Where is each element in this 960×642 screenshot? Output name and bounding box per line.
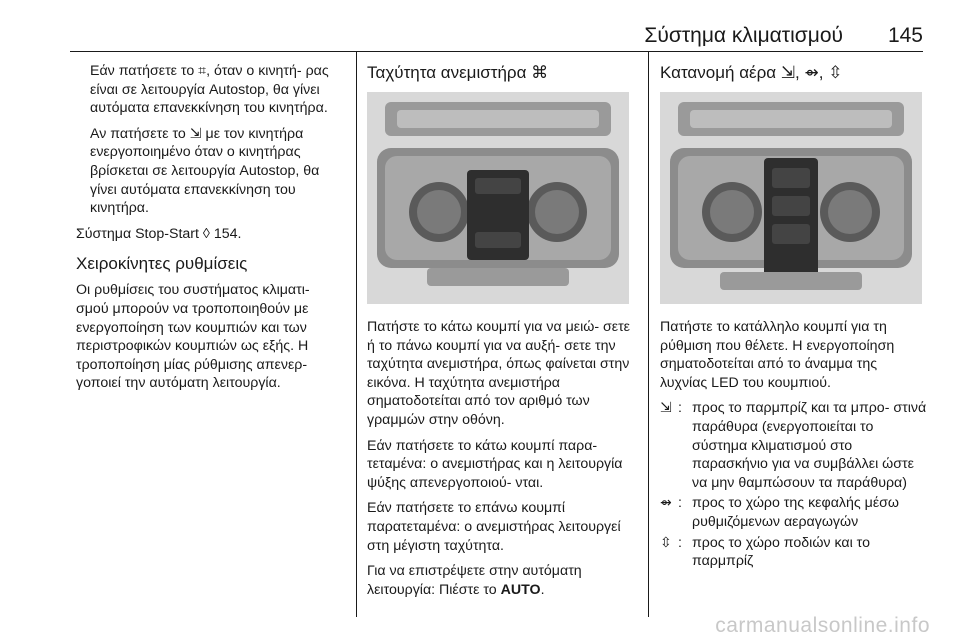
paragraph-autostop-1: Εάν πατήσετε το ⌗, όταν ο κινητή- ρας είναι σε λειτουργία Autostop, θα γίνει αυτόματα επανεκκίνηση του κινητήρα. [90,63,329,117]
section-heading-manual-settings: Χειροκίνητες ρυθμίσεις [76,254,248,274]
list-item-head-area [660,494,928,531]
section-heading-air-distribution: Κατανομή αέρα ⇲, ⇴, ⇳ [660,63,843,82]
stop-start-reference: Σύστημα Stop-Start ◊ 154. [76,225,242,242]
list-text-windscreen: προς το παρμπρίζ και τα μπρο- στινά παράθυρα (ενεργοποιείται το σύστημα κλιματισμού στο παρασκήνιο για να συμβάλλει ώστε να μην θαμπώσουν τα παράθυρα) [692,400,927,491]
auto-instruction-suffix: . [540,581,545,598]
column-1 [76,62,346,400]
head-area-icon: ⇴ [660,495,672,512]
page-header [70,22,923,46]
list-text-footwell: προς το χώρο ποδιών και το παρμπρίζ [692,534,870,570]
page-title: Σύστημα κλιματισμού [644,24,843,47]
auto-instruction-prefix: Για να επιστρέψετε στην αυτόματη λειτουργία: Πιέστε το [367,563,582,598]
climate-panel-illustration [660,92,922,304]
paragraph-fan-speed-3: Εάν πατήσετε το επάνω κουμπί παρατεταμένα: ο ανεμιστήρας λειτουργεί στη μέγιστη ταχύτητα. [367,500,621,554]
paragraph-fan-speed-2: Εάν πατήσετε το κάτω κουμπί παρα- τεταμένα: ο ανεμιστήρας και η λειτουργία ψύξης απενεργοποιού- νται. [367,437,623,491]
paragraph-manual-settings: Οι ρυθμίσεις του συστήματος κλιματι- σμού μπορούν να τροποποιηθούν με ενεργοποίηση των κουμπιών και των περιστροφικών κουμπιών ως εξής. Η τροποποίηση μίας ρύθμισης απενερ- γοποιεί την αυτόματη λειτουργία. [76,282,310,392]
column-divider-2 [648,52,649,617]
list-text-head-area: προς το χώρο της κεφαλής μέσω ρυθμιζόμενων αεραγωγών [692,495,899,530]
auto-label: AUTO [500,581,541,598]
figure-air-distribution-panel [660,92,922,304]
page-number: 145 [887,24,923,47]
list-item-footwell [660,534,928,571]
footwell-icon: ⇳ [660,534,672,551]
section-heading-fan-speed: Ταχύτητα ανεμιστήρα ⌘ [367,63,549,82]
paragraph-autostop-2: Αν πατήσετε το ⇲ με τον κινητήρα ενεργοποιημένο όταν ο κινητήρας βρίσκεται σε λειτουργία Autostop, θα γίνει αυτόματα επανεκκίνηση του κινητήρα. [90,125,320,217]
climate-panel-illustration [367,92,629,304]
air-distribution-list [660,399,928,570]
list-item-windscreen [660,399,928,492]
paragraph-fan-speed-1: Πατήστε το κάτω κουμπί για να μειώ- σετε ή το πάνω κουμπί για να αυξή- σετε την ταχύτητα ανεμιστήρα, όπως φαίνεται στην εικόνα. Η ταχύτητα ανεμιστήρα σηματοδοτείται από τον αριθμό των γραμμών στην οθόνη. [367,319,631,428]
watermark: carmanualsonline.info [715,614,930,637]
list-colon: : [678,534,682,551]
column-divider-1 [356,52,357,617]
paragraph-fan-speed-4 [367,562,637,599]
figure-fan-speed-panel [367,92,629,304]
paragraph-air-distribution: Πατήστε το κατάλληλο κουμπί για τη ρύθμιση που θέλετε. Η ενεργοποίηση σηματοδοτείται από το άναμμα της λυχνίας LED του κουμπιού. [660,319,895,391]
list-colon: : [678,400,682,417]
column-3 [660,62,928,573]
windscreen-icon: ⇲ [660,400,672,417]
header-rule [70,51,923,52]
column-2 [367,62,637,606]
list-colon: : [678,495,682,512]
